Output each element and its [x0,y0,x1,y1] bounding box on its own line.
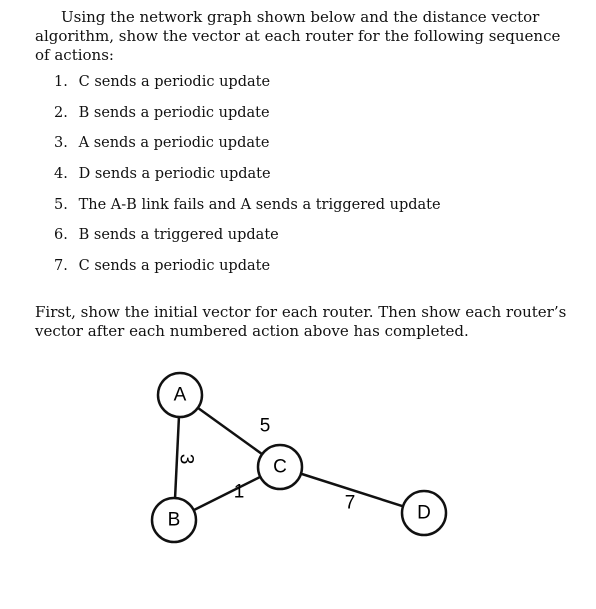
weight-c-d: 7 [344,492,356,514]
problem-instructions: First, show the initial vector for each router. Then show each router’s vector after each numbered action above has completed. [35,303,567,340]
node-a [158,373,202,417]
problem-intro: Using the network graph shown below and the distance vector algorithm, show the vector at each router for the following sequence of actions: [35,8,561,64]
step-text: The A-B link fails and A sends a triggered update [78,196,441,213]
node-a-label: A [173,384,187,406]
step-number: 6. [54,227,68,244]
step-number: 4. [54,166,68,183]
node-d [402,491,446,535]
weight-a-b: 3 [175,453,197,465]
step-number: 5. [54,196,68,213]
step-text: C sends a periodic update [78,74,271,90]
node-b-label: B [167,509,181,531]
step-number: 7. [54,258,68,275]
step-text: C sends a periodic update [78,258,271,275]
weight-a-c: 5 [259,415,271,437]
weight-b-c: 1 [233,481,245,503]
node-c-label: C [273,456,287,478]
step-number: 1. [54,74,68,90]
step-text: A sends a periodic update [78,135,270,152]
step-text: D sends a periodic update [78,166,271,183]
step-number: 2. [54,104,68,121]
node-c [258,445,302,489]
step-text: B sends a triggered update [78,227,279,244]
step-number: 3. [54,135,68,152]
node-b [152,498,196,542]
node-d-label: D [417,502,431,524]
step-text: B sends a periodic update [78,104,270,121]
